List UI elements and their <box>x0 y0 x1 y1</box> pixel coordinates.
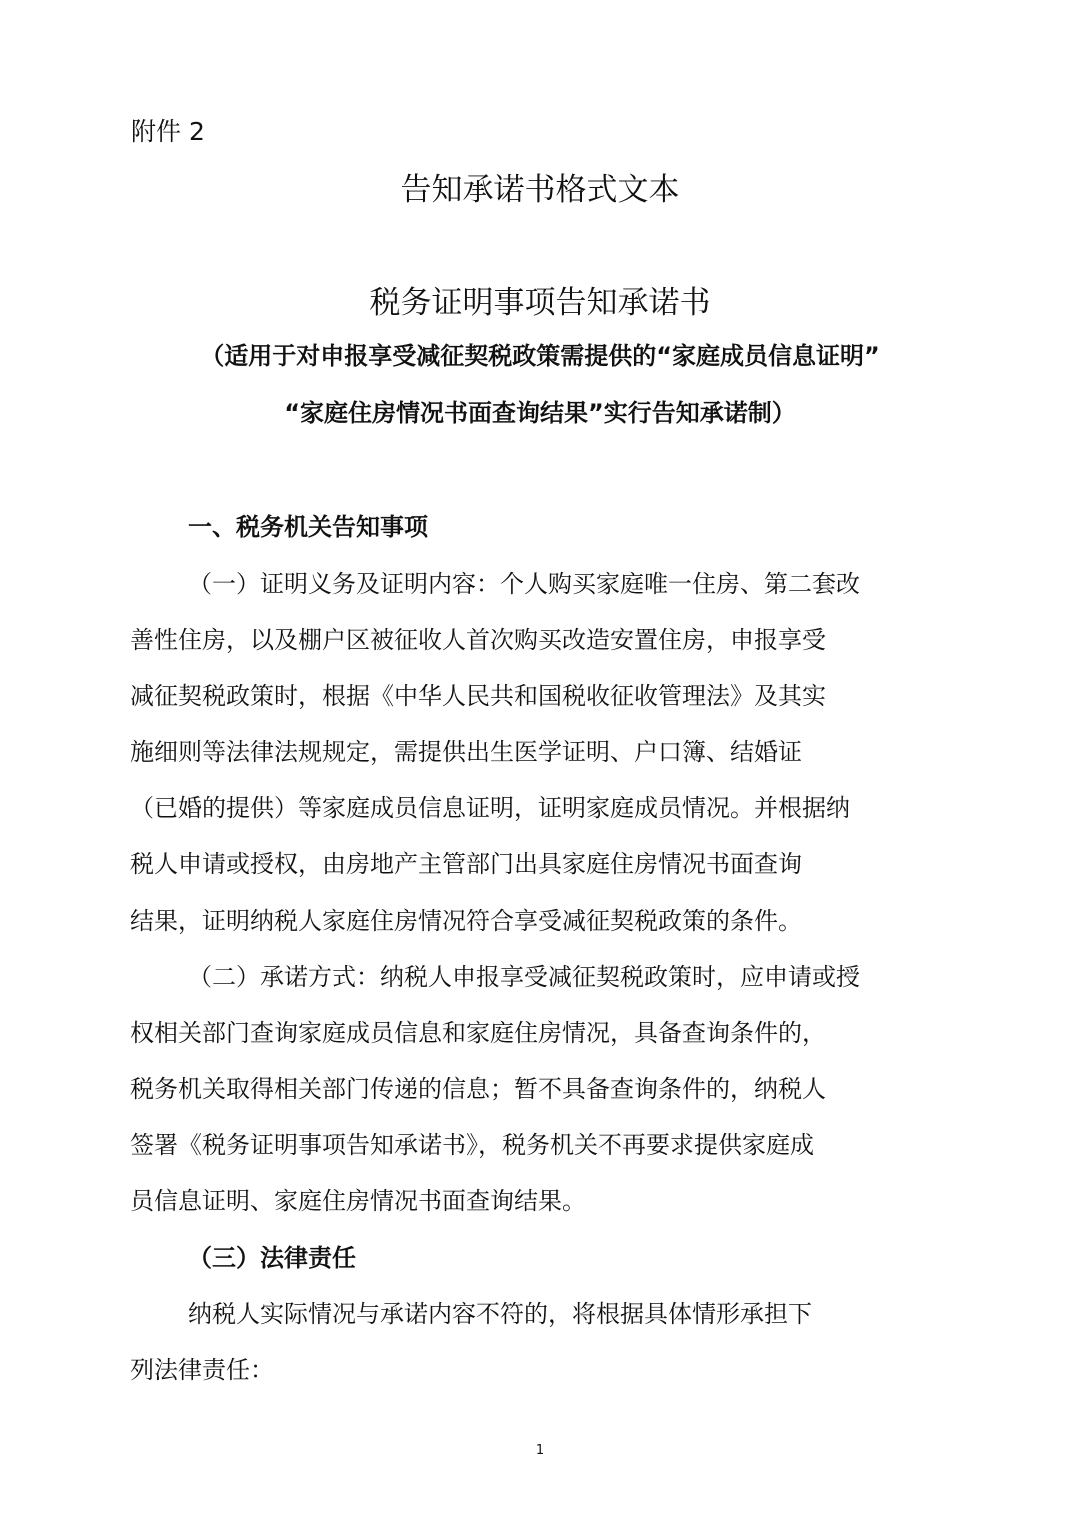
paragraph-line: 员信息证明、家庭住房情况书面查询结果。 <box>130 1187 586 1215</box>
paragraph-line: 减征契税政策时，根据《中华人民共和国税收征收管理法》及其实 <box>130 682 826 710</box>
paragraph-line: （二）承诺方式：纳税人申报享受减征契税政策时，应申请或授 <box>188 963 860 991</box>
paragraph-line: 签署《税务证明事项告知承诺书》，税务机关不再要求提供家庭成 <box>130 1131 814 1159</box>
paragraph-line: 税务机关取得相关部门传递的信息；暂不具备查询条件的，纳税人 <box>130 1075 826 1103</box>
paragraph-line: （一）证明义务及证明内容：个人购买家庭唯一住房、第二套改 <box>188 570 860 598</box>
paragraph-line: 税人申请或授权，由房地产主管部门出具家庭住房情况书面查询 <box>130 850 802 878</box>
paragraph-line: 纳税人实际情况与承诺内容不符的，将根据具体情形承担下 <box>188 1300 812 1328</box>
section-heading-1: 一、税务机关告知事项 <box>188 513 428 541</box>
paragraph-line: 列法律责任： <box>130 1356 274 1384</box>
subtitle-line-2: “家庭住房情况书面查询结果”实行告知承诺制） <box>284 399 796 427</box>
paragraph-line: 权相关部门查询家庭成员信息和家庭住房情况，具备查询条件的， <box>130 1019 826 1047</box>
main-title: 告知承诺书格式文本 <box>400 172 680 208</box>
document-title: 税务证明事项告知承诺书 <box>369 285 711 321</box>
paragraph-line: 结果，证明纳税人家庭住房情况符合享受减征契税政策的条件。 <box>130 907 802 935</box>
section-heading-3: （三）法律责任 <box>188 1244 356 1272</box>
paragraph-line: 施细则等法律法规规定，需提供出生医学证明、户口簿、结婚证 <box>130 738 802 766</box>
paragraph-line: （已婚的提供）等家庭成员信息证明，证明家庭成员情况。并根据纳 <box>130 794 850 822</box>
attachment-label: 附件 2 <box>131 117 205 146</box>
page-number: 1 <box>535 1443 545 1458</box>
subtitle-line-1: （适用于对申报享受减征契税政策需提供的“家庭成员信息证明” <box>200 342 880 370</box>
paragraph-line: 善性住房，以及棚户区被征收人首次购买改造安置住房，申报享受 <box>130 626 826 654</box>
